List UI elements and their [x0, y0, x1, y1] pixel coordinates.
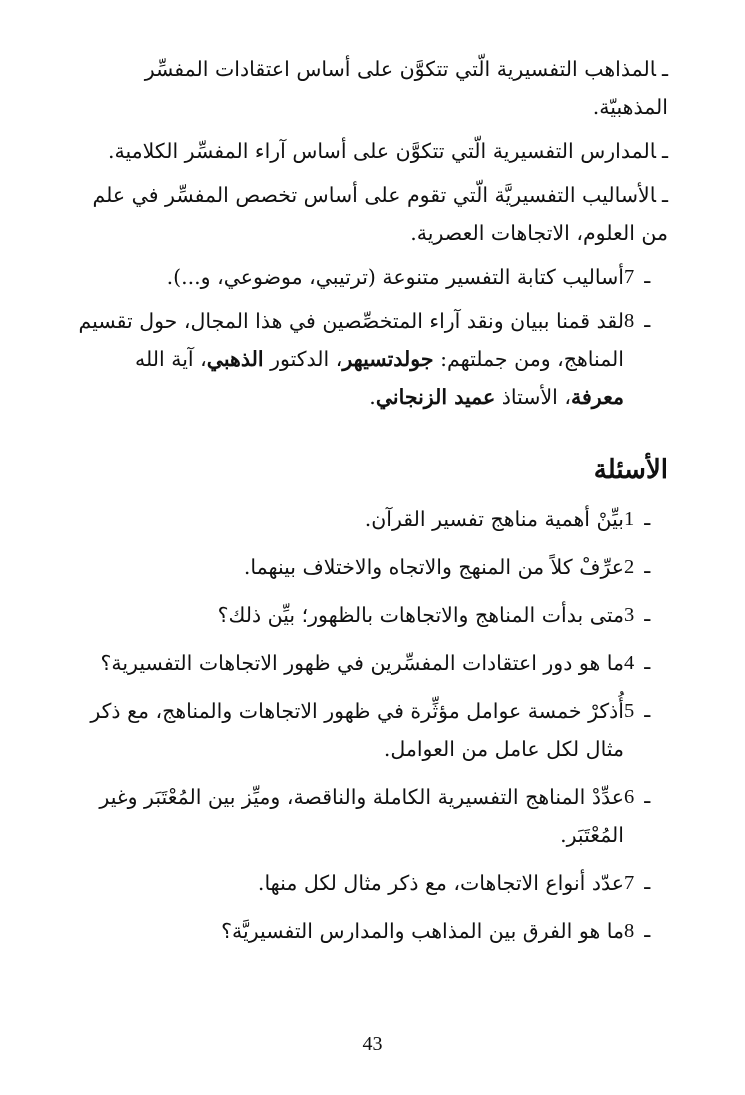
question-item — [78, 644, 668, 682]
item-dash: ـ — [644, 604, 651, 626]
question-item — [78, 912, 668, 950]
item-number-group — [624, 692, 668, 730]
question-item — [78, 500, 668, 538]
item-number: 6 — [624, 786, 635, 808]
page-body — [78, 50, 668, 960]
section-heading: الأسئلة — [593, 455, 668, 485]
question-text: عدّد أنواع الاتجاهات، مع ذكر مثال لكل منها. — [257, 871, 624, 895]
item-number-group — [624, 302, 668, 340]
summary-point-7 — [78, 258, 668, 296]
question-item — [78, 596, 668, 634]
item-dash: ـ — [644, 652, 651, 674]
questions-list — [78, 500, 668, 950]
item-number-group — [624, 500, 668, 538]
item-number-group — [624, 258, 668, 296]
item-number-group — [624, 548, 668, 586]
scholar-name: معرفة — [571, 385, 624, 409]
question-text: بيِّنْ أهمية مناهج تفسير القرآن. — [364, 507, 624, 531]
scholar-name: جولدتسيهر — [342, 347, 434, 371]
question-text: متى بدأت المناهج والاتجاهات بالظهور؛ بيِّن ذلك؟ — [217, 603, 624, 627]
question-item — [78, 864, 668, 902]
item-number: 2 — [624, 556, 635, 578]
question-text: ما هو دور اعتقادات المفسِّرين في ظهور الاتجاهات التفسيرية؟ — [100, 651, 624, 675]
item-text: ، الدكتور — [263, 347, 343, 371]
item-text: المدارس التفسيرية الّتي تتكوَّن على أساس آراء المفسِّر الكلامية. — [107, 139, 656, 163]
item-number: 3 — [624, 604, 635, 626]
item-dash: ـ — [644, 920, 651, 942]
question-item — [78, 692, 668, 768]
item-dash: ـ — [644, 700, 651, 722]
question-text: أُذكرْ خمسة عوامل مؤثِّرة في ظهور الاتجاهات والمناهج، مع ذكر مثال لكل عامل من العوامل. — [90, 699, 624, 761]
item-number-group — [624, 778, 668, 816]
item-dash: ـ — [644, 266, 651, 288]
item-text: ، آية الله — [135, 347, 207, 371]
item-number-group — [624, 644, 668, 682]
question-item — [78, 778, 668, 854]
item-number-group — [624, 596, 668, 634]
scholar-name: عميد الزنجاني — [375, 385, 496, 409]
question-text: ما هو الفرق بين المذاهب والمدارس التفسيريَّة؟ — [221, 919, 624, 943]
item-dash: ـ — [661, 57, 668, 81]
item-number: 7 — [624, 872, 635, 894]
item-number-group — [624, 864, 668, 902]
scholar-name: الذهبي — [206, 347, 264, 371]
item-dash: ـ — [644, 786, 651, 808]
item-text: لقد قمنا ببيان ونقد آراء المتخصِّصين في هذا المجال، حول تقسيم المناهج، ومن جملتهم: — [78, 309, 624, 371]
item-dash: ـ — [661, 183, 668, 207]
item-number: 8 — [624, 310, 635, 332]
item-number-group — [624, 912, 668, 950]
list-item — [78, 176, 668, 252]
item-number: 8 — [624, 920, 635, 942]
question-text: عدِّدْ المناهج التفسيرية الكاملة والناقصة، وميِّز بين المُعْتَبَر وغير المُعْتَبَر. — [99, 785, 624, 847]
item-text: ، الأستاذ — [495, 385, 572, 409]
question-item — [78, 548, 668, 586]
item-text: أساليب كتابة التفسير متنوعة (ترتيبي، موضوعي، و...). — [166, 265, 624, 289]
item-number: 1 — [624, 508, 635, 530]
item-text: المذاهب التفسيرية الّتي تتكوَّن على أساس اعتقادات المفسِّر المذهبيّة. — [144, 57, 668, 119]
list-item — [78, 50, 668, 126]
question-text: عرِّفْ كلاً من المنهج والاتجاه والاختلاف بينهما. — [243, 555, 624, 579]
item-text: . — [369, 385, 376, 409]
summary-point-8 — [78, 302, 668, 416]
item-dash: ـ — [644, 872, 651, 894]
item-dash: ـ — [644, 556, 651, 578]
item-number: 7 — [624, 266, 635, 288]
item-dash: ـ — [644, 508, 651, 530]
list-item — [78, 132, 668, 170]
item-dash: ـ — [644, 310, 651, 332]
page-number: 43 — [362, 1033, 383, 1055]
item-dash: ـ — [661, 139, 668, 163]
item-text: الأساليب التفسيريَّة الّتي تقوم على أساس تخصص المفسِّر في علم من العلوم، الاتجاهات العصرية. — [92, 183, 668, 245]
item-number: 4 — [624, 652, 635, 674]
item-number: 5 — [624, 700, 635, 722]
